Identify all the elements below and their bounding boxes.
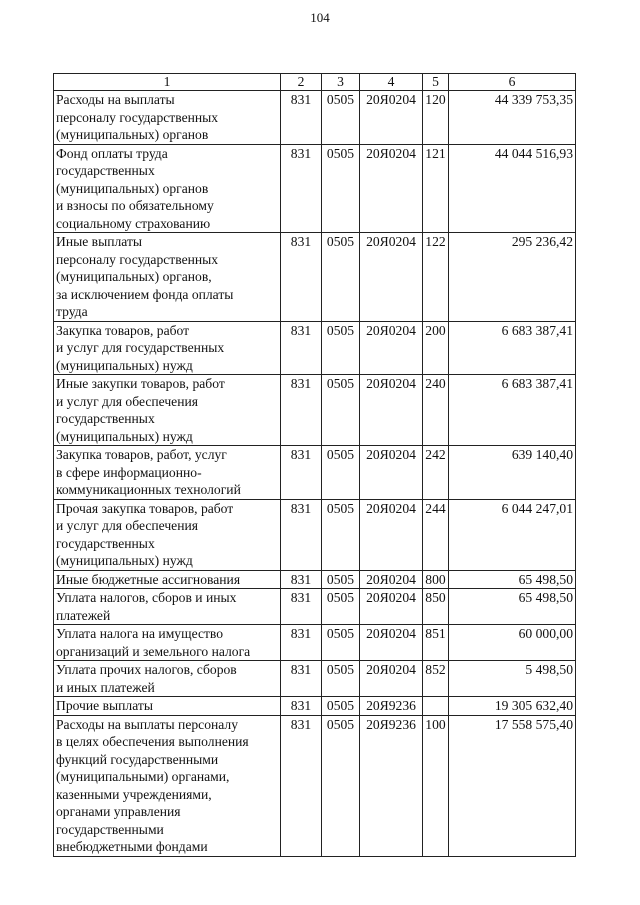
ministry-code-cell: 831 (281, 375, 322, 446)
ministry-code-cell: 831 (281, 144, 322, 233)
expense-name-line: и услуг для государственных (56, 340, 225, 355)
page-number: 104 (310, 10, 330, 25)
column-header: 3 (322, 74, 360, 91)
expense-name-line: (муниципальных) нужд (56, 428, 193, 444)
table-row (54, 375, 576, 446)
ministry-code-cell: 831 (281, 446, 322, 500)
expense-type-cell: 100 (423, 715, 449, 856)
section-code-cell: 0505 (322, 321, 360, 375)
expense-name-line: (муниципальных) нужд (56, 553, 193, 568)
ministry-code-cell: 831 (281, 91, 322, 145)
column-header: 6 (449, 74, 576, 91)
expense-name-line: Закупка товаров, работ (56, 322, 190, 338)
amount-cell: 65 498,50 (449, 589, 576, 625)
target-article-cell: 20Я0204 (360, 570, 423, 589)
section-code-cell: 0505 (322, 499, 360, 570)
expense-name-cell (54, 625, 281, 661)
expense-name-line: организаций и земельного налога (56, 643, 251, 659)
section-code-cell: 0505 (322, 661, 360, 697)
table-row (54, 589, 576, 625)
section-code-cell: 0505 (322, 446, 360, 500)
target-article-cell: 20Я9236 (360, 715, 423, 856)
expense-name-line: и услуг для обеспечения (56, 393, 198, 409)
table-header-row (54, 74, 576, 91)
expense-name-cell (54, 697, 281, 716)
expense-type-cell: 800 (423, 570, 449, 589)
expense-name-cell (54, 589, 281, 625)
expense-name-line: Расходы на выплаты персоналу (56, 716, 238, 732)
expense-name-line: и иных платежей (56, 679, 155, 695)
target-article-cell: 20Я0204 (360, 446, 423, 500)
expense-name-line: государственных (56, 535, 155, 551)
target-article-cell: 20Я0204 (360, 321, 423, 375)
expense-name-line: и взносы по обязательному (56, 198, 214, 213)
section-code-cell: 0505 (322, 375, 360, 446)
target-article-cell: 20Я0204 (360, 661, 423, 697)
section-code-cell: 0505 (322, 589, 360, 625)
table-row (54, 321, 576, 375)
target-article-cell: 20Я0204 (360, 144, 423, 233)
expense-name-line: (муниципальных) нужд (56, 357, 193, 373)
expense-type-cell: 121 (423, 144, 449, 233)
table-row (54, 446, 576, 500)
target-article-cell: 20Я0204 (360, 625, 423, 661)
column-header: 5 (423, 74, 449, 91)
amount-cell: 6 044 247,01 (449, 499, 576, 570)
ministry-code-cell: 831 (281, 715, 322, 856)
amount-cell: 17 558 575,40 (449, 715, 576, 856)
expense-name-cell (54, 144, 281, 233)
amount-cell: 6 683 387,41 (449, 375, 576, 446)
ministry-code-cell: 831 (281, 499, 322, 570)
expense-name-line: и услуг для обеспечения (56, 518, 198, 533)
amount-cell: 639 140,40 (449, 446, 576, 500)
expense-name-line: платежей (56, 607, 111, 623)
target-article-cell: 20Я0204 (360, 375, 423, 446)
expense-name-line: Иные бюджетные ассигнования (56, 571, 241, 587)
table-row (54, 233, 576, 322)
expense-name-line: Прочая закупка товаров, работ (56, 500, 234, 516)
amount-cell: 295 236,42 (449, 233, 576, 322)
expense-name-cell (54, 233, 281, 322)
expense-name-line: Прочие выплаты (56, 698, 153, 713)
expense-name-line: Уплата налогов, сборов и иных (56, 590, 237, 605)
expense-type-cell: 851 (423, 625, 449, 661)
table-row (54, 91, 576, 145)
ministry-code-cell: 831 (281, 233, 322, 322)
expense-name-cell (54, 715, 281, 856)
target-article-cell: 20Я0204 (360, 91, 423, 145)
table-row (54, 570, 576, 589)
amount-cell: 19 305 632,40 (449, 697, 576, 716)
expense-name-cell (54, 321, 281, 375)
column-header: 4 (360, 74, 423, 91)
section-code-cell: 0505 (322, 233, 360, 322)
target-article-cell: 20Я0204 (360, 233, 423, 322)
table-row (54, 661, 576, 697)
table-row (54, 697, 576, 716)
expense-name-cell (54, 570, 281, 589)
ministry-code-cell: 831 (281, 625, 322, 661)
section-code-cell: 0505 (322, 91, 360, 145)
expense-name-line: в целях обеспечения выполнения (56, 734, 249, 749)
section-code-cell: 0505 (322, 570, 360, 589)
expense-name-line: внебюджетными фондами (56, 839, 208, 854)
expense-name-line: персоналу государственных (56, 251, 219, 267)
expense-type-cell: 852 (423, 661, 449, 697)
expense-name-line: Расходы на выплаты (56, 92, 175, 107)
ministry-code-cell: 831 (281, 661, 322, 697)
expense-type-cell: 120 (423, 91, 449, 145)
expense-name-line: Закупка товаров, работ, услуг (56, 447, 227, 462)
expense-name-line: социальному страхованию (56, 215, 211, 231)
expense-type-cell: 850 (423, 589, 449, 625)
expense-name-cell (54, 375, 281, 446)
table-row (54, 625, 576, 661)
expense-name-line: (муниципальных) органов (56, 180, 209, 196)
expense-name-line: функций государственными (56, 751, 219, 767)
expense-name-line: Фонд оплаты труда (56, 145, 168, 161)
ministry-code-cell: 831 (281, 589, 322, 625)
target-article-cell: 20Я0204 (360, 589, 423, 625)
table-row (54, 144, 576, 233)
expense-type-cell (423, 697, 449, 716)
amount-cell: 6 683 387,41 (449, 321, 576, 375)
target-article-cell: 20Я9236 (360, 697, 423, 716)
expense-name-line: казенными учреждениями, (56, 786, 212, 802)
amount-cell: 65 498,50 (449, 570, 576, 589)
expense-name-line: Уплата налога на имущество (56, 626, 224, 641)
target-article-cell: 20Я0204 (360, 499, 423, 570)
expense-name-line: государственных (56, 163, 155, 178)
expense-name-line: Уплата прочих налогов, сборов (56, 662, 237, 677)
expense-name-line: в сфере информационно- (56, 464, 202, 480)
expense-name-line: Иные закупки товаров, работ (56, 376, 225, 391)
amount-cell: 5 498,50 (449, 661, 576, 697)
table-row (54, 715, 576, 856)
budget-table (53, 73, 576, 857)
expense-name-line: государственных (56, 411, 155, 426)
column-header: 2 (281, 74, 322, 91)
expense-name-line: Иные выплаты (56, 234, 143, 249)
expense-name-line: за исключением фонда оплаты (56, 286, 234, 302)
column-header: 1 (54, 74, 281, 91)
ministry-code-cell: 831 (281, 697, 322, 716)
expense-type-cell: 122 (423, 233, 449, 322)
expense-name-line: (муниципальными) органами, (56, 769, 230, 784)
expense-type-cell: 244 (423, 499, 449, 570)
expense-name-line: персоналу государственных (56, 109, 219, 125)
expense-name-cell (54, 446, 281, 500)
amount-cell: 60 000,00 (449, 625, 576, 661)
expense-name-cell (54, 661, 281, 697)
section-code-cell: 0505 (322, 625, 360, 661)
ministry-code-cell: 831 (281, 321, 322, 375)
expense-type-cell: 240 (423, 375, 449, 446)
expense-name-line: органами управления (56, 804, 181, 819)
amount-cell: 44 044 516,93 (449, 144, 576, 233)
section-code-cell: 0505 (322, 715, 360, 856)
expense-name-cell (54, 499, 281, 570)
expense-name-cell (54, 91, 281, 145)
ministry-code-cell: 831 (281, 570, 322, 589)
expense-name-line: (муниципальных) органов (56, 127, 209, 142)
expense-name-line: труда (56, 304, 88, 319)
section-code-cell: 0505 (322, 144, 360, 233)
amount-cell: 44 339 753,35 (449, 91, 576, 145)
expense-name-line: государственными (56, 821, 164, 837)
expense-name-line: (муниципальных) органов, (56, 269, 212, 284)
expense-name-line: коммуникационных технологий (56, 482, 241, 497)
section-code-cell: 0505 (322, 697, 360, 716)
expense-type-cell: 200 (423, 321, 449, 375)
table-row (54, 499, 576, 570)
expense-type-cell: 242 (423, 446, 449, 500)
